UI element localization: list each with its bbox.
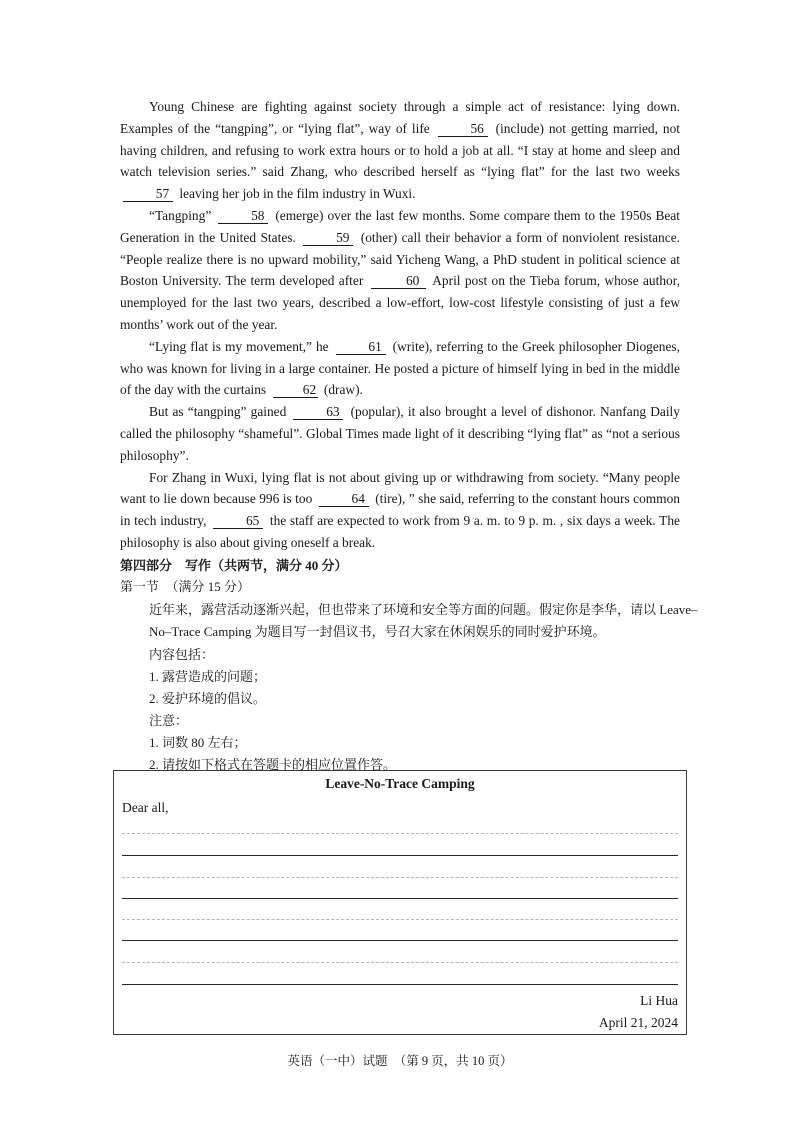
text: (write), referring to the Greek philosopher Diogenes, who was known for living in a large container. He posted a picture of himself lying in bed in the middle of the day with the curtains (120, 338, 680, 398)
text: April post on the Tieba forum, whose author, unemployed for the last two years, described a low-effort, low-cost lifestyle consisting of just a few months’ work out of the year. (120, 273, 680, 332)
cloze-passage (120, 96, 680, 554)
letter-signature: Li Hua (640, 993, 678, 1008)
paragraph-2 (120, 205, 680, 336)
text: (include) not getting married, not having children, and refusing to work extra hours or to hold a job at all. “I stay at home and sleep and watch television series.” said Zhang, who described herself as “lying flat” for the last two weeks (120, 120, 680, 180)
text: leaving her job in the film industry in Wuxi. (179, 186, 416, 202)
writing-line[interactable] (122, 919, 678, 920)
text: For Zhang in Wuxi, lying flat is not about giving up or withdrawing from society. “Many people want to lie down because 996 is too (120, 469, 680, 507)
writing-line[interactable] (122, 855, 678, 856)
part-four-heading: 第四部分 写作（共两节，满分 40 分） (120, 558, 348, 573)
item: 1. 词数 80 左右； (149, 735, 247, 750)
blank-60: 60 (371, 273, 426, 289)
writing-line[interactable] (122, 898, 678, 899)
text: (popular), it also brought a level of dishonor. Nanfang Daily called the philosophy “shameful”. Global Times made light of it describing “lying flat” as “not a serious philosophy”. (120, 404, 680, 463)
text: Young Chinese are fighting against society through a simple act of resistance: lying down. Examples of the “tangping”, or “lying flat”, way of life (120, 99, 680, 136)
blank-65: 65 (213, 513, 263, 529)
blank-64: 64 (319, 491, 369, 507)
text: “Lying flat is my movement,” he (149, 338, 329, 354)
blank-63: 63 (293, 404, 343, 420)
writing-prompt (120, 599, 700, 643)
writing-line[interactable] (122, 833, 678, 834)
blank-57: 57 (123, 186, 173, 202)
blank-62: 62 (273, 382, 318, 398)
item: 2. 爱护环境的倡议。 (149, 691, 267, 706)
content-label (120, 645, 700, 665)
note-item-1 (120, 733, 700, 753)
item: 2. 请按如下格式在答题卡的相应位置作答。 (149, 757, 397, 771)
paragraph-4 (120, 401, 680, 466)
content-item-1 (120, 667, 700, 687)
blank-61: 61 (336, 339, 386, 355)
blank-58: 58 (218, 208, 268, 224)
writing-line[interactable] (122, 877, 678, 878)
writing-line[interactable] (122, 940, 678, 941)
text: (emerge) over the last few months. Some compare them to the 1950s Beat Generation in the United States. (120, 207, 680, 245)
writing-line[interactable] (122, 962, 678, 963)
letter-date: April 21, 2024 (598, 1015, 678, 1030)
paragraph-5 (120, 467, 680, 554)
label: 内容包括： (149, 647, 215, 662)
answer-frame (113, 770, 687, 1035)
letter-greeting: Dear all, (122, 800, 169, 815)
letter-title: Leave-No-Trace Camping (325, 776, 475, 791)
text: (draw). (323, 382, 363, 398)
text: “Tangping” (149, 207, 212, 223)
blank-56: 56 (438, 121, 488, 137)
prompt-text: 近年来，露营活动逐渐兴起，但也带来了环境和安全等方面的问题。假定你是李华，请以 Leave–No–Trace Camping 为题目写一封倡议书，号召大家在休闲娱乐的同时爱护环境。 (149, 602, 698, 639)
content-item-2 (120, 689, 700, 709)
label: 注意： (149, 713, 189, 728)
text: But as “tangping” gained (149, 404, 287, 420)
note-label (120, 711, 700, 731)
writing-line[interactable] (122, 984, 678, 985)
blank-59: 59 (303, 230, 353, 246)
paragraph-1 (120, 96, 680, 205)
text: the staff are expected to work from 9 a. m. to 9 p. m. , six days a week. The philosophy is also about giving oneself a break. (120, 513, 680, 550)
text: (tire), ” she said, referring to the constant hours common in tech industry, (120, 491, 680, 529)
text: (other) call their behavior a form of nonviolent resistance. “People realize there is no upward mobility,” said Yicheng Wang, a PhD student in political science at Boston University. The term developed after (120, 229, 680, 289)
note-item-2 (120, 755, 700, 771)
page-footer: 英语（一中）试题 （第 9 页，共 10 页） (287, 1054, 513, 1068)
section-one-heading: 第一节 （满分 15 分） (120, 579, 251, 594)
paragraph-3 (120, 336, 680, 401)
item: 1. 露营造成的问题； (149, 669, 267, 684)
